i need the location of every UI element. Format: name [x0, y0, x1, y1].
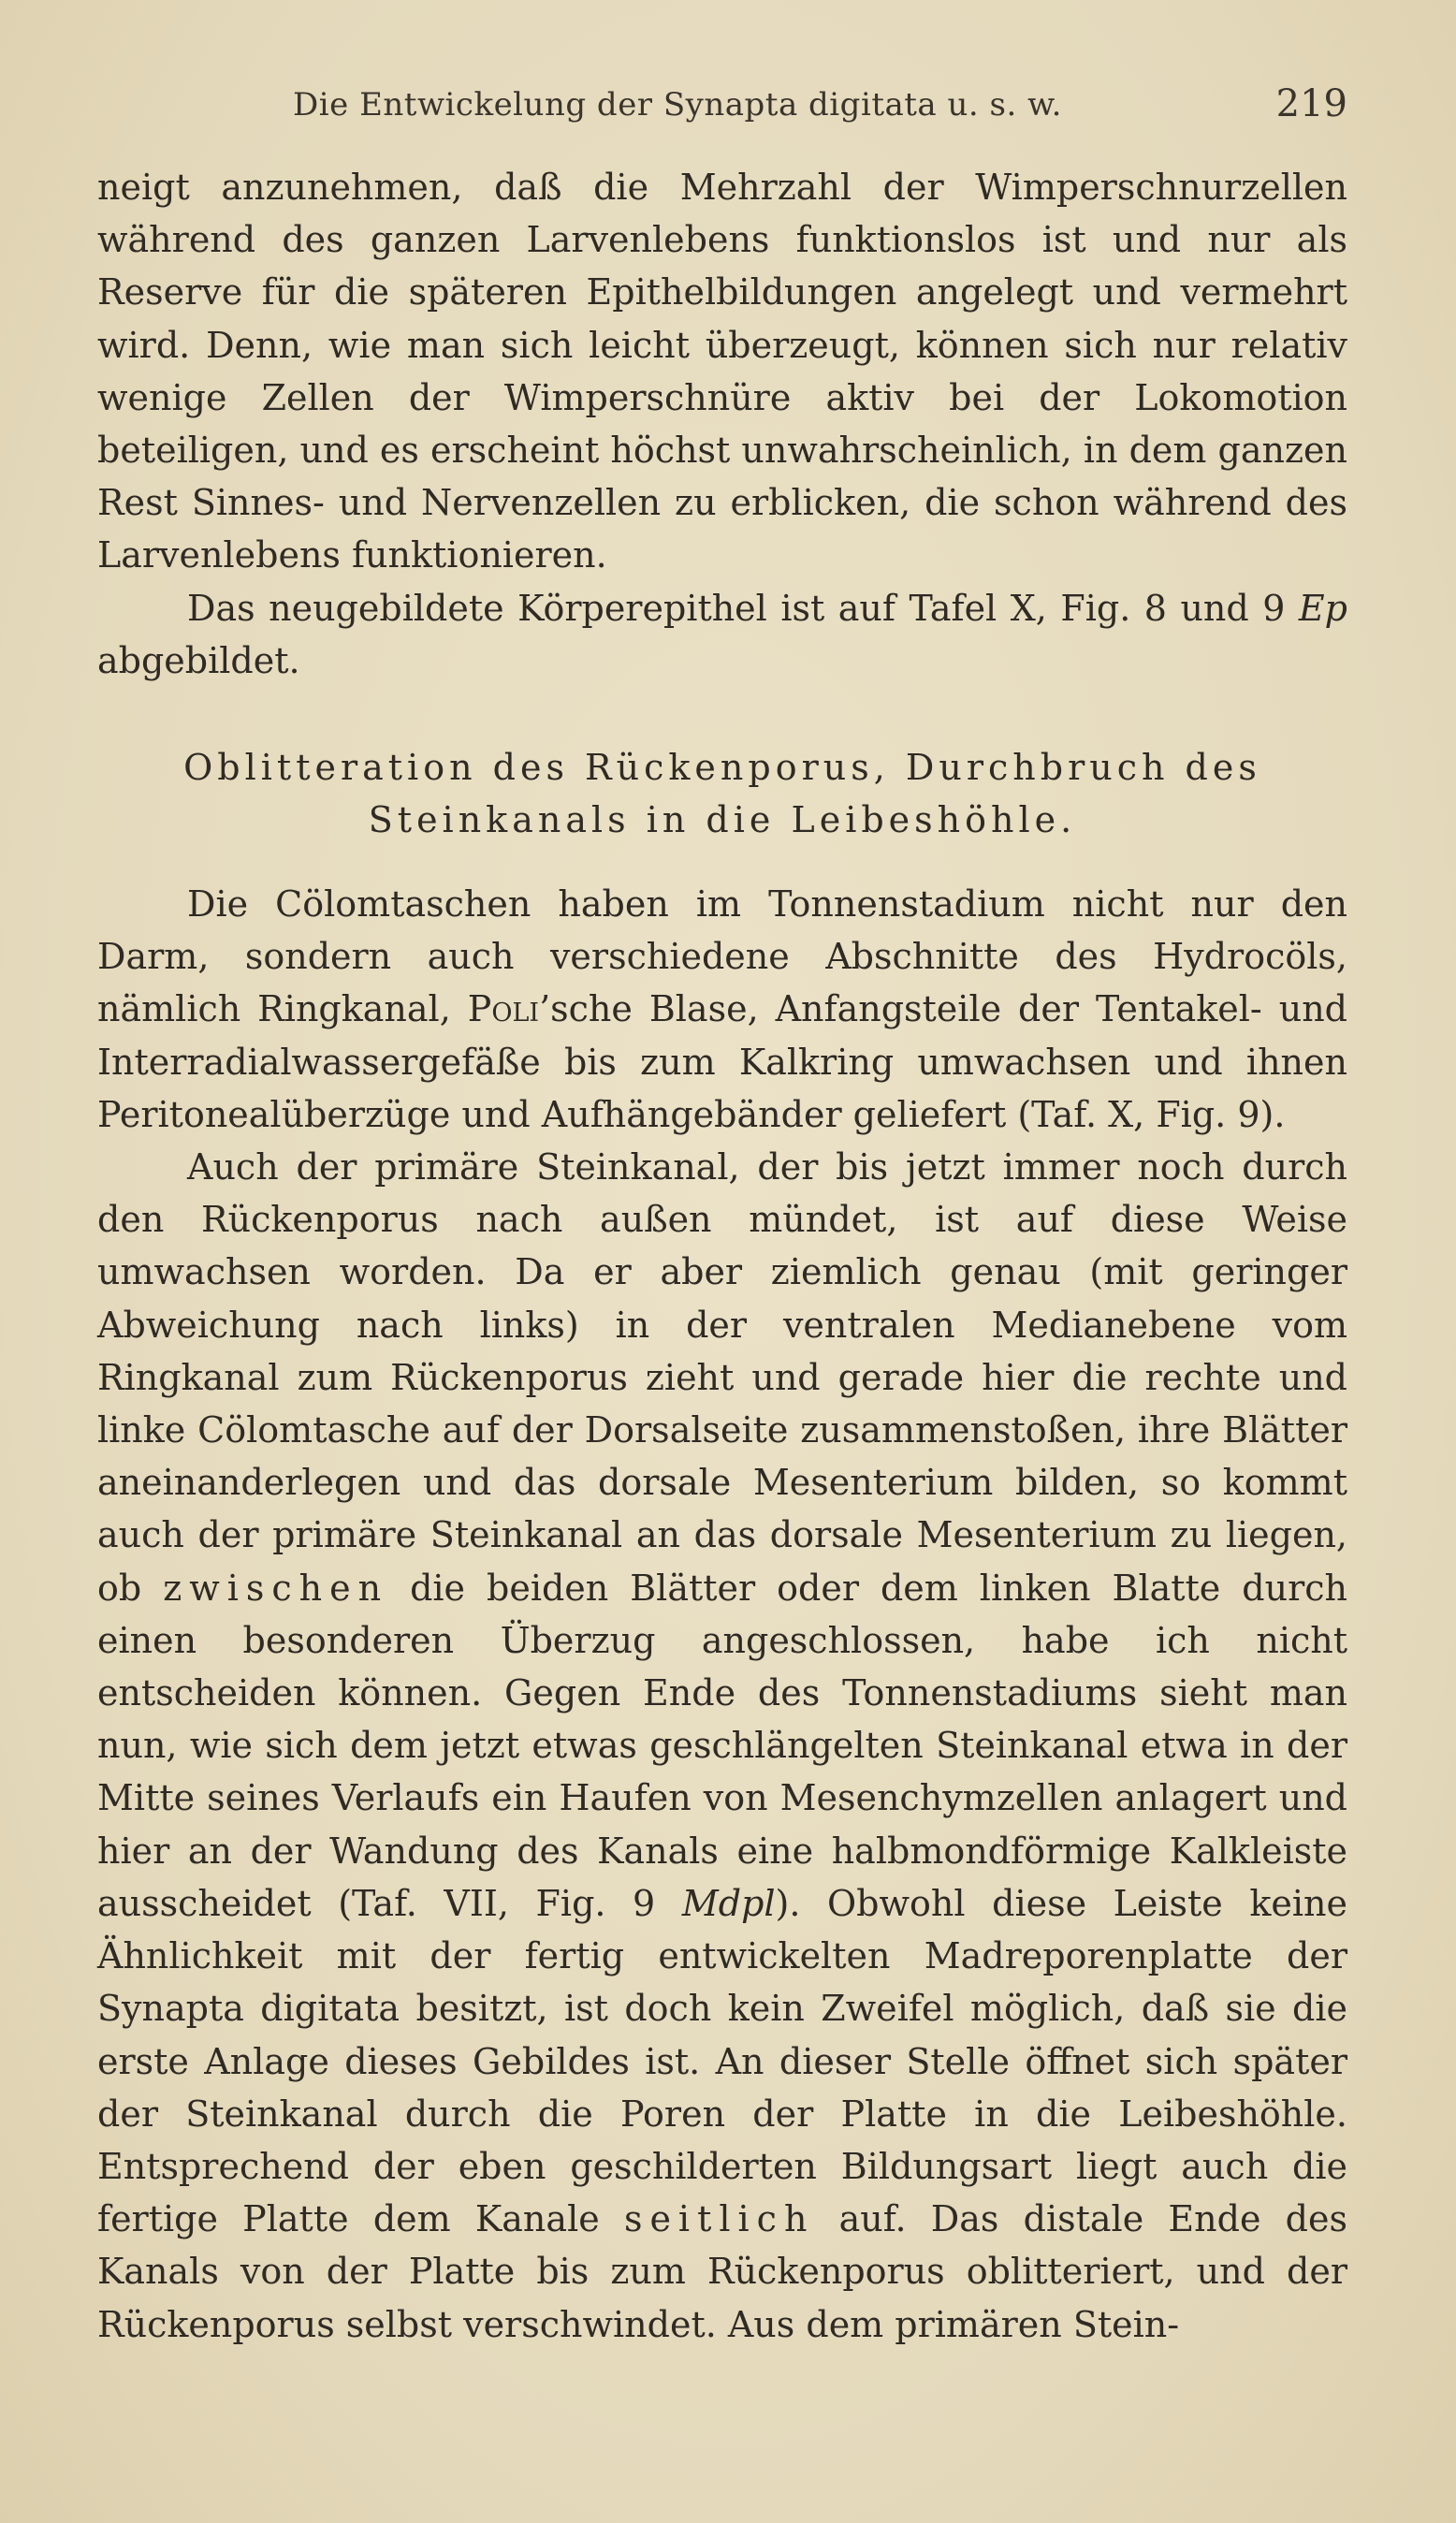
running-title: Die Entwickelung der Synapta digitata u. s. w. [293, 86, 1062, 124]
paragraph-steinkanal-part-4: auf. Das distale Ende des Kanals von der Platte bis zum Rückenporus oblitteriert, und der Rückenporus selbst verschwindet. Aus dem primären Stein- [97, 2198, 1347, 2345]
section-heading-line-2: Steinkanals in die Leibeshöhle. [368, 799, 1077, 841]
emphasis-seitlich: seitlich [623, 2198, 815, 2240]
section-heading [97, 741, 1347, 846]
figure-label-ep: Ep [1298, 587, 1347, 629]
emphasis-zwischen: zwischen [163, 1567, 389, 1609]
body-text [97, 161, 1347, 2351]
author-name-poli: Poli [467, 988, 540, 1030]
section-heading-line-1: Oblitteration des Rückenporus, Durchbruch des [183, 747, 1261, 789]
paragraph-steinkanal-part-1: Auch der primäre Steinkanal, der bis jetzt immer noch durch den Rückenporus nach außen mündet, ist auf diese Weise umwachsen worden. Da er aber ziemlich genau (mit geringer Abweichung nach links) in der ventralen Medianebene vom Ringkanal zum Rückenporus zieht und gerade hier die rechte und linke Cölomtasche auf der Dorsalseite zusammenstoßen, ihre Blätter aneinanderlegen und das dorsale Mesenterium bilden, so kommt auch der primäre Steinkanal an das dorsale Mesenterium zu liegen, ob [97, 1146, 1347, 1609]
paragraph-epithel [97, 582, 1347, 687]
paragraph-steinkanal [97, 1141, 1347, 2351]
paragraph-steinkanal-part-3: ). Obwohl diese Leiste keine Ähnlichkeit mit der fertig entwickelten Madreporenplatte der Synapta digitata besitzt, ist doch kein Zweifel möglich, daß sie die erste Anlage dieses Gebildes ist. An dieser Stelle öffnet sich später der Steinkanal durch die Poren der Platte in die Leibeshöhle. Entsprechend der eben geschilderten Bildungsart liegt auch die fertige Platte dem Kanale [97, 1882, 1347, 2240]
paragraph-epithel-text: Das neugebildete Körperepithel ist auf Tafel X, Fig. 8 und 9 [187, 587, 1299, 629]
paragraph-coelom-text: Die Cölomtaschen haben im Tonnenstadium nicht nur den Darm, sondern auch verschiedene Abschnitte des Hydrocöls, nämlich Ringkanal, [97, 883, 1347, 1030]
paragraph-epithel-tail: abgebildet. [97, 639, 300, 681]
figure-label-mdpl: Mdpl [681, 1882, 776, 1924]
running-head [94, 82, 1347, 133]
paragraph-coelom [97, 878, 1347, 1141]
page-number: 219 [1275, 82, 1347, 125]
paragraph-coelom-tail: ’sche Blase, Anfangsteile der Tentakel- und Interradialwassergefäße bis zum Kalkring umwachsen und ihnen Peritonealüberzüge und Aufhängebänder geliefert (Taf. X, Fig. 9). [97, 988, 1347, 1135]
paragraph-continued: neigt anzunehmen, daß die Mehrzahl der Wimperschnurzellen während des ganzen Larvenlebens funktionslos ist und nur als Reserve für die späteren Epithelbildungen angelegt und vermehrt wird. Denn, wie man sich leicht überzeugt, können sich nur relativ wenige Zellen der Wimperschnüre aktiv bei der Lokomotion beteiligen, und es erscheint höchst unwahrscheinlich, in dem ganzen Rest Sinnes- und Nervenzellen zu erblicken, die schon während des Larvenlebens funktionieren. [97, 167, 1347, 576]
paragraph-steinkanal-part-2: die beiden Blätter oder dem linken Blatte durch einen besonderen Überzug angeschlossen, habe ich nicht entscheiden können. Gegen Ende des Tonnenstadiums sieht man nun, wie sich dem jetzt etwas geschlängelten Steinkanal etwa in der Mitte seines Verlaufs ein Haufen von Mesenchymzellen anlagert und hier an der Wandung des Kanals eine halbmondförmige Kalkleiste ausscheidet (Taf. VII, Fig. 9 [97, 1567, 1347, 1924]
